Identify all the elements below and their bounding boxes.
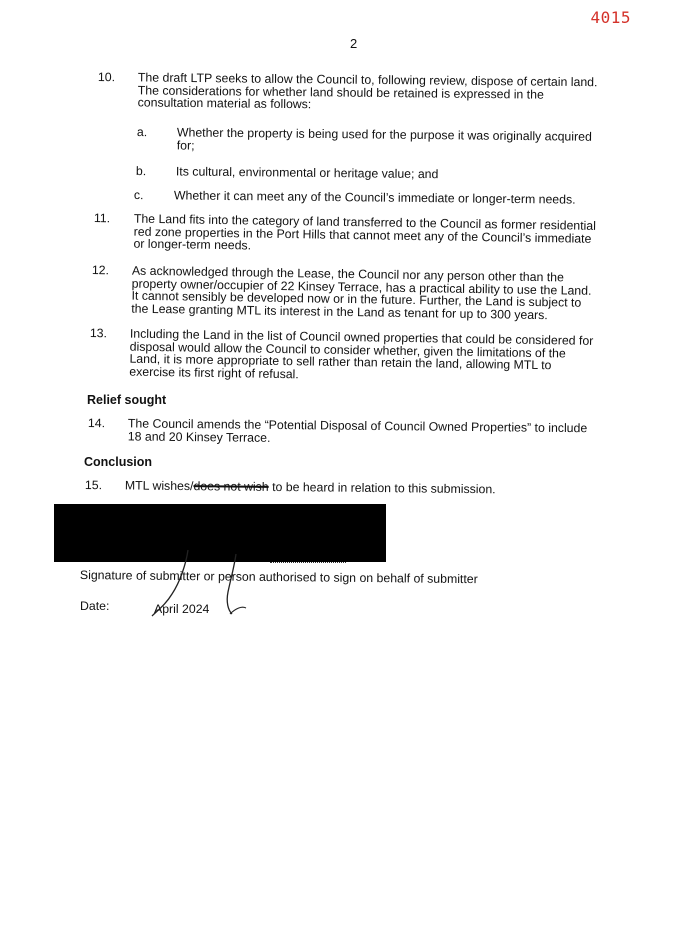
date-label: Date: (80, 599, 110, 613)
subitem-letter: a. (136, 125, 148, 140)
page-stamp: 4015 (590, 8, 631, 27)
subitem-letter: c. (133, 188, 144, 203)
heading-conclusion: Conclusion (84, 455, 153, 469)
subitem-text: Whether it can meet any of the Council’s immediate or longer-term needs. (173, 188, 576, 207)
subitem-text: Its cultural, environmental or heritage value; and (175, 164, 439, 182)
paragraph-text: The Council amends the “Potential Disposal of Council Owned Properties” to include 18 and 20 Kinsey Terrace. (127, 416, 588, 445)
paragraph-number: 10. (97, 70, 116, 85)
paragraph-number: 12. (91, 263, 110, 278)
paragraph-text: The draft LTP seeks to allow the Council to, following review, dispose of certain land. The considerations for whether land should be retained is expressed in the consultation material as follows: (137, 70, 598, 112)
struck-option: does not wish (193, 479, 269, 494)
paragraph-text: As acknowledged through the Lease, the Council nor any person other than the property owner/occupier of 22 Kinsey Terrace, has a practical ability to use the Land. It cannot sensibly be developed now or in the future. Further, the Land is subject to the Lease granting MTL its interest in the Land as tenant for up to 300 years. (131, 263, 592, 322)
remaining-text: to be heard in relation to this submission. (268, 479, 496, 497)
subitem-text: Whether the property is being used for the purpose it was originally acquired for; (176, 125, 592, 153)
paragraph-number: 13. (89, 326, 108, 341)
signature-caption: Signature of submitter or person authorised to sign on behalf of submitter (79, 568, 478, 587)
paragraph-number: 15. (84, 478, 103, 493)
wishes-text: MTL wishes/ (124, 478, 194, 494)
paragraph-number: 14. (87, 416, 106, 431)
date-value: April 2024 (154, 602, 210, 616)
signature-line (270, 562, 346, 563)
paragraph-text (125, 479, 589, 496)
paragraph-text: Including the Land in the list of Council owned properties that could be considered for disposal would allow the Council to consider whether, given the limitations of the Land, it is more appropriate to sell rather than retain the land, allowing MTL to exercise its first right of refusal. (129, 326, 594, 382)
heading-relief-sought: Relief sought (87, 393, 167, 407)
page-number: 2 (350, 36, 358, 51)
paragraph-text: The Land fits into the category of land transferred to the Council as former residential red zone properties in the Port Hills that cannot meet any of the Council’s immediate or longer-term needs. (133, 211, 597, 253)
paragraph-number: 11. (93, 211, 111, 226)
subitem-letter: b. (135, 164, 147, 179)
